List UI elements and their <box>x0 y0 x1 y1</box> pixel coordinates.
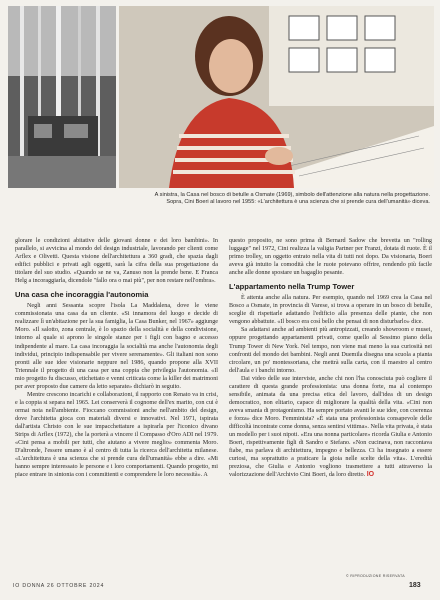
caption-line-1: A sinistra, la Casa nel bosco di betulle a Osmate (1969), simbolo dell'attenzione alla natura nella progettazione. <box>154 192 430 198</box>
article-right-column <box>229 237 432 479</box>
article-left-column <box>15 237 218 479</box>
section-heading-trump-tower: L'appartamento nella Trump Tower <box>229 282 355 292</box>
right-paragraph-3: Sa adattarsi anche ad ambienti più antropizzati, creando showroom e musei, oppure progettando appartamenti privati, come quello al Sessimo piano della Trump Tower di New York. Nel tempo, non viene mai meno la sua curiosità nei confronti del mondo dei bambini. Negli anni Duemila disegna una scuola a pianta circolare, un po' montessoriana, che mettrà sulla carta, con il maestro al centro dell'aula e i banchi intorno. <box>229 327 432 374</box>
right-paragraph-1: questo proposito, ne sono prima di Bernard Sadow che brevetta un "rolling luggage" nel 1972, Cini realizza la valigia Partner per Franzi, dotata di ruote. È il primo trolley, un oggetto entrato nella vita di tutti noi dopo. Da visionaria, Boeri aveva già intuito la comodità che le ruote potevano offrire, rendendo più facile anche alle donne spostare un bagaglio pesante. <box>229 238 432 277</box>
copyright-credit: © RIPRODUZIONE RISERVATA <box>346 574 405 578</box>
magazine-footer: IO DONNA 26 OTTOBRE 2024 <box>13 583 105 589</box>
right-paragraph-4 <box>229 375 432 480</box>
photo-caption <box>125 192 430 206</box>
left-paragraph-2: Negli anni Sessanta scopre l'isola La Maddalena, dove le viene commissionata una casa da un cliente. «Si innamora del luogo e decide di realizzare lì un'abitazione per la sua famiglia, la Casa Bunker, nel 1967» aggiunge Moro. «Il salotto, zona centrale, è lo spazio della socialità e della condivisione, intorno al quale si aprono le singole stanze per i figli con bagno e accesso indipendente al mare. La casa incoraggia la socialità ma anche l'autonomia degli individui, principio indispensabile per vivere serenamente». Gli italiani non sono pronti alle sue idee visionarie neppure nel 1986, quando propone alla XVII Triennale il progetto di una casa per una coppia che privilegia l'autonomia. «Il mio progetto fu discusso, etichettato e venni criticata come la killer dei matrimoni per aver proposto due camere da letto separate» dichiarò in seguito. <box>15 303 218 390</box>
section-heading-autonomy: Una casa che incoraggia l'autonomia <box>15 290 149 300</box>
right-paragraph-2: È attenta anche alla natura. Per esempio, quando nel 1969 crea la Casa nel Bosco a Osmate, in provincia di Varese, si trova a operare in un bosco di betulle, sceglie di rispettarle adattando l'edificio alla presenza delle piante, che non vengono abbattute. «Il bosco era così bello che pensai di non disturbarlo» dice. <box>229 295 432 326</box>
right-paragraph-4-text: Dai video delle sue interviste, anche chi non l'ha conosciuta può cogliere il carattere di questa grande professionista: una donna forte, ma al contempo sensibile, animata da una precisa etica del lavoro, dall'idea di un design democratico, non elitario, capace di migliorare la qualità della vita. «Cini non aveva smania di protagonismo. Ha sempre portato avanti le sue idee, con coerenza e forza» dice Moro. Femminista? «È stata una professionista consapevole delle difficoltà incontrate come donna, senza sentirsi vittima». Nella vita privata, è stata un modello per i suoi nipoti. «Era una nonna particolare» ricorda Giulia e Antonio Boeri, rispettivamente figli di Sandro e Stefano. «Non cucinava, non raccontava fiabe, ma parlava di architettura, impegno e bellezza. Ci ha insegnato a essere curiosi, ma soprattutto a praticare la gioia nelle scelte della vita». L'eredità preziosa, che Giulia e Antonio vogliono trasmettere a tutti attraverso la valorizzazione dell'Archivio Cini Boeri, da loro diretto. <box>229 375 432 479</box>
architect-at-work-photo <box>119 6 434 188</box>
left-paragraph-1: glorare le condizioni abitative delle giovani donne e dei loro bambini». In parallelo, si avvicina al mondo del design industriale, lavorando per clienti come Arflex e Olivetti. Questa visione dell'architettura a 360 gradi, che spazia dagli edifici pubblici e privati agli oggetti, sarà la cifra della sua progettazione da titolare del suo studio. «Quando se ne va, Zanuso non la prende bene. E Franca Helg a incoraggiarla, dicendole "fallo ora o mai più", per non restare nell'ombra». <box>15 238 218 285</box>
caption-line-2: Sopra, Cini Boeri al lavoro nel 1955: «L'architettura è una scienza che si prende cura dell'umanità» diceva. <box>166 199 430 206</box>
left-paragraph-3: Mentre crescono incarichi e collaborazioni, il rapporto con Renato va in crisi, e la coppia si separa nel 1965. Lei conserverà il cognome dell'ex marito, con cui è ormai nota nell'ambiente. Fioccano commissioni anche nell'ambito del design, dove l'architetta gioca con materiali diversi e innovativi. Nel 1971, ispirata dall'artista Christo con le sue impacchettature a ispirarla per l'iconico divano Strips di Arflex (1972), che la porterà a vincere il Compasso d'Oro ADI nel 1979. «Cini pensa a mobili per tutti, che aiutano a vivere meglio» commenta Moro. D'altronde, l'essere umano è al centro di tutta la ricerca dell'architetta milanese. «L'architettura è una scienza che si prende cura dell'umanità» ebbe a dire. «Mi hanno sempre interessato le persone e i loro comportamenti. Quando progetto, mi piace entrare in sintonia con i committenti e comprendere le loro necessità». A <box>15 391 218 479</box>
birch-forest-house-photo <box>8 6 116 188</box>
end-mark: IO <box>366 471 375 479</box>
page-number: 183 <box>409 582 421 589</box>
photo-strip <box>8 6 434 188</box>
